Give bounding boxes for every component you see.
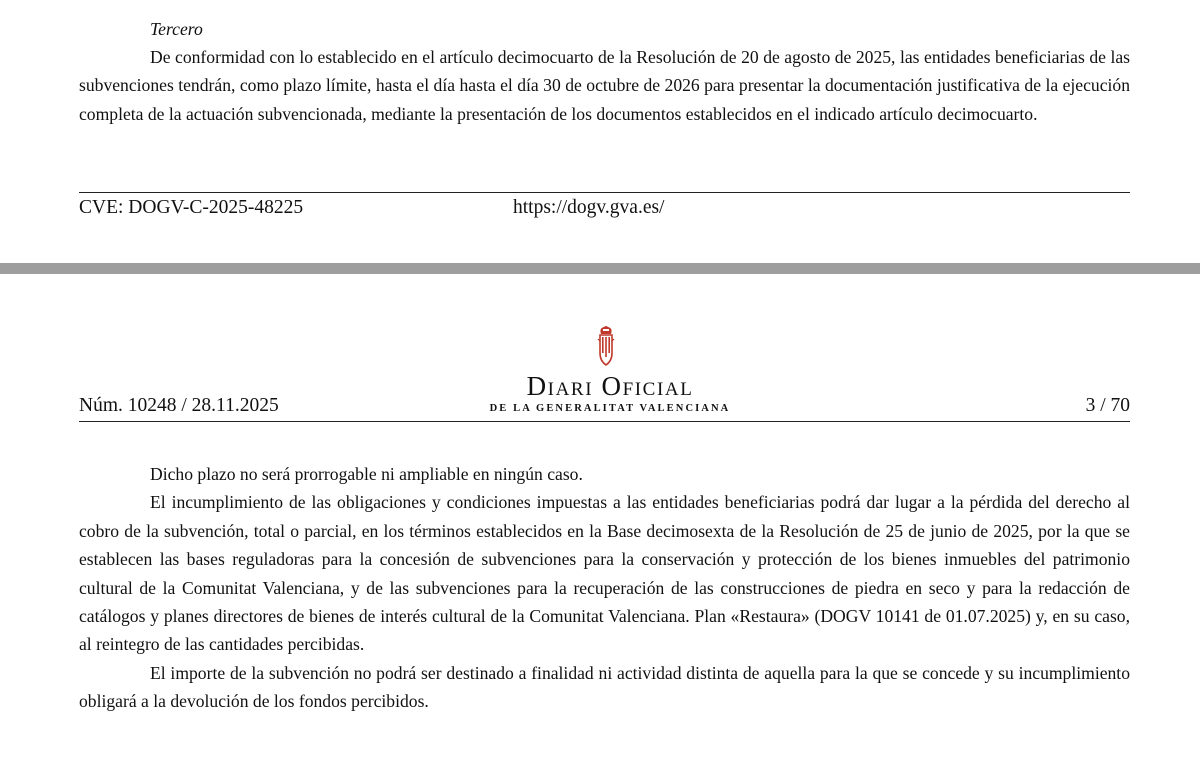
body-text-bottom — [79, 460, 1130, 716]
issue-number-date: Núm. 10248 / 28.11.2025 — [79, 395, 279, 416]
header-rule — [79, 421, 1130, 422]
masthead-subtitle: DE LA GENERALITAT VALENCIANA — [489, 403, 731, 414]
paragraph: Dicho plazo no será prorrogable ni ampliable en ningún caso. — [150, 464, 583, 484]
page-divider — [0, 263, 1200, 274]
footer-cve: CVE: DOGV-C-2025-48225 — [79, 197, 304, 218]
footer-rule — [79, 192, 1130, 193]
generalitat-coat-of-arms-icon — [594, 325, 618, 369]
section-heading: Tercero — [150, 19, 203, 39]
page-number: 3 / 70 — [1085, 395, 1130, 416]
footer-url[interactable]: https://dogv.gva.es/ — [513, 197, 665, 218]
paragraph: De conformidad con lo establecido en el artículo decimocuarto de la Resolución de 20 de agosto de 2025, las entidades beneficiarias de las subvenciones tendrán, como plazo límite, hasta el día hasta el día 30 de octubre de 2026 para presentar la documentación justificativa de la ejecución completa de la actuación subvencionada, mediante la presentación de los documentos establecidos en el indicado artículo decimocuarto. — [79, 47, 1130, 124]
paragraph: El importe de la subvención no podrá ser destinado a finalidad ni actividad distinta de aquella para la que se concede y su incumplimiento obligará a la devolución de los fondos percibidos. — [79, 662, 1130, 712]
paragraph: El incumplimiento de las obligaciones y condiciones impuestas a las entidades beneficiarias podrá dar lugar a la pérdida del derecho al cobro de la subvención, total o parcial, en los términos establecidos en la Base decimosexta de la Resolución de 25 de junio de 2025, por la que se establecen las bases reguladoras para la concesión de subvenciones para la conservación y protección de los bienes inmuebles del patrimonio cultural de la Comunitat Valenciana, y de las subvenciones para la recuperación de las construcciones de piedra en seco y para la redacción de catálogos y planes directores de bienes de interés cultural de la Comunitat Valenciana. Plan «Restaura» (DOGV 10141 de 01.07.2025) y, en su caso, al reintegro de las cantidades percibidas. — [79, 492, 1130, 655]
masthead — [478, 371, 742, 416]
body-text-top — [79, 43, 1130, 128]
masthead-title: Diari Oficial — [526, 371, 694, 401]
